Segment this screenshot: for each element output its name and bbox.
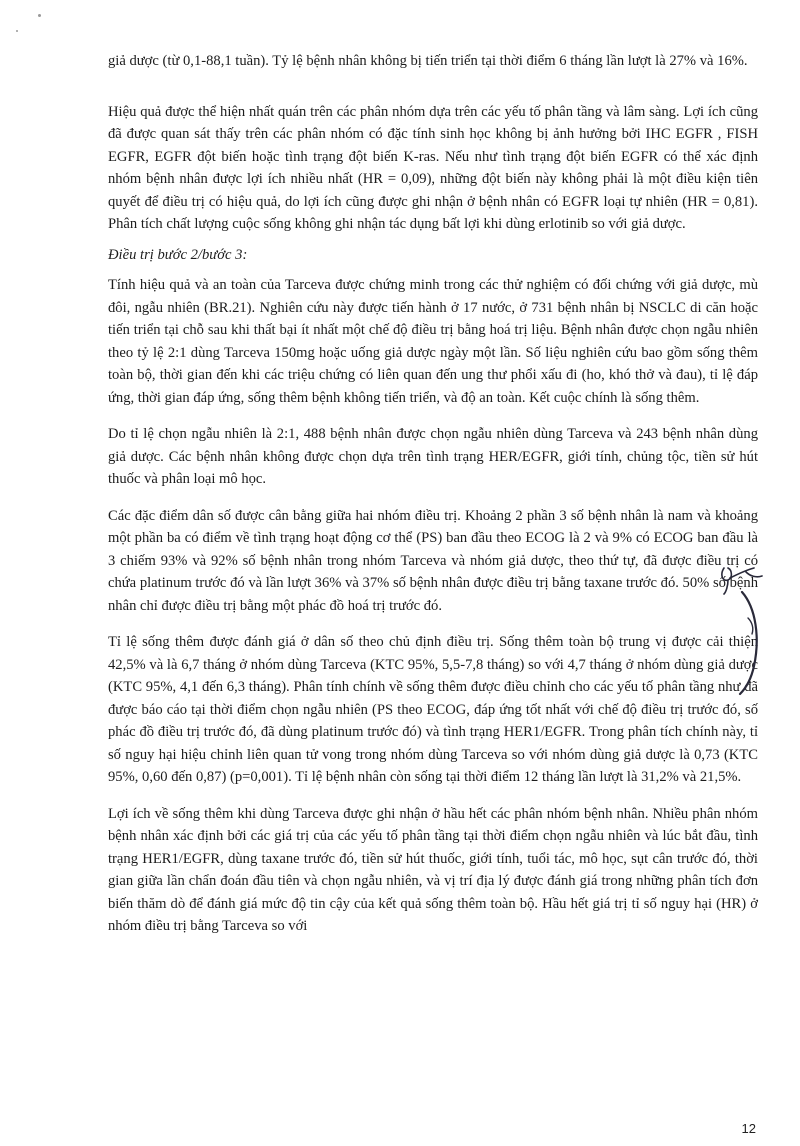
scan-speck — [38, 14, 41, 17]
paragraph: Do tỉ lệ chọn ngẫu nhiên là 2:1, 488 bệnh nhân được chọn ngẫu nhiên dùng Tarceva và 243 bệnh nhân dùng giả dược. Các bệnh nhân không được chọn dựa trên tình trạng HER/EGFR, giới tính, chủng tộc, tiền sử hút thuốc và phân loại mô học. — [108, 426, 758, 487]
paragraph: giả dược (từ 0,1-88,1 tuần). Tỷ lệ bệnh nhân không bị tiến triển tại thời điểm 6 tháng lần lượt là 27% và 16%. — [108, 53, 748, 69]
document-page — [108, 50, 758, 952]
paragraph: Hiệu quả được thể hiện nhất quán trên các phân nhóm dựa trên các yếu tố phân tầng và lâm sàng. Lợi ích cũng đã được quan sát thấy trên các phân nhóm có đặc tính sinh học không bị ảnh hưởng bởi IHC EGFR , FISH EGFR, EGFR đột biến hoặc tình trạng đột biến K-ras. Nếu như tình trạng đột biến EGFR có thể xác định nhóm bệnh nhân được lợi ích nhiều nhất (HR = 0,09), những đột biến này không phải là một điều kiện tiên quyết để điều trị có hiệu quả, do lợi ích cũng được ghi nhận ở bệnh nhân có EGFR loại tự nhiên (HR = 0,81). Phân tích chất lượng cuộc sống không ghi nhận tác dụng bất lợi khi dùng erlotinib so với giả dược. — [108, 103, 758, 232]
scan-speck — [16, 30, 18, 32]
section-heading: Điều trị bước 2/bước 3: — [108, 246, 248, 263]
paragraph: Các đặc điểm dân số được cân bằng giữa hai nhóm điều trị. Khoảng 2 phần 3 số bệnh nhân là nam và khoảng một phần ba có điểm về tình trạng hoạt động cơ thể (PS) ban đầu theo ECOG là 2 và 9% có ECOG ban đầu là 3 chiếm 93% và 92% số bệnh nhân trong nhóm Tarceva và nhóm giả dược, theo thứ tự, đã được điều trị có chứa platinum trước đó và lần lượt 36% và 37% số bệnh nhân được điều trị bằng taxane trước đó. 50% số bệnh nhân chỉ được điều trị bằng một phác đồ hoá trị trước đó. — [108, 507, 758, 614]
paragraph: Lợi ích về sống thêm khi dùng Tarceva được ghi nhận ở hầu hết các phân nhóm bệnh nhân. Nhiều phân nhóm bệnh nhân xác định bởi các giá trị của các yếu tố phân tầng tại thời điểm chọn ngẫu nhiên và lúc bắt đầu, tình trạng HER1/EGFR, dùng taxane trước đó, tiền sử hút thuốc, giới tính, tuổi tác, mô học, sụt cân trước đó, thời gian giữa lần chẩn đoán đầu tiên và chọn ngẫu nhiên, và vị trí địa lý được đánh giá trong những phân tích đơn biến thăm dò để đánh giá mức độ tin cậy của kết quả sống thêm toàn bộ. Hầu hết giá trị tỉ số nguy hại (HR) ở nhóm điều trị bằng Tarceva so với — [108, 805, 758, 934]
paragraph: Tính hiệu quả và an toàn của Tarceva được chứng minh trong các thử nghiệm có đối chứng với giả dược, mù đôi, ngẫu nhiên (BR.21). Nghiên cứu này được tiến hành ở 17 nước, ở 731 bệnh nhân bị NSCLC di căn hoặc tiến triển tại chỗ sau khi thất bại ít nhất một chế độ điều trị bằng hoá trị liệu. Bệnh nhân được chọn ngẫu nhiên theo tỷ lệ 2:1 dùng Tarceva 150mg hoặc uống giả dược ngày một lần. Số liệu nghiên cứu bao gồm sống thêm toàn bộ, thời gian đến khi các triệu chứng có liên quan đến ung thư phổi xấu đi (ho, khó thở và đau), tỉ lệ đáp ứng, thời gian đáp ứng, sống thêm bệnh không tiến triển, và độ an toàn. Kết cuộc chính là sống thêm. — [108, 277, 758, 406]
handwritten-bracket-mark — [734, 588, 768, 698]
paragraph: Tỉ lệ sống thêm được đánh giá ở dân số theo chủ định điều trị. Sống thêm toàn bộ trung vị được cải thiện 42,5% và là 6,7 tháng ở nhóm dùng Tarceva (KTC 95%, 5,5-7,8 tháng) so với 4,7 tháng ở nhóm dùng giả dược (KTC 95%, 4,1 đến 6,3 tháng). Phân tính chính về sống thêm được điều chỉnh cho các yếu tố phân tầng như đã được báo cáo tại thời điểm chọn ngẫu nhiên (PS theo ECOG, đáp ứng tốt nhất với chế độ điều trị trước đó, số phác đồ điều trị trước đó, đã dùng platinum trước đó) và tình trạng HER1/EGFR. Trong phân tích chính này, tỉ số nguy hại hiệu chỉnh liên quan tử vong trong nhóm dùng Tarceva so với nhóm dùng giả dược là 0,73 (KTC 95%, 0,60 đến 0,87) (p=0,001). Tỉ lệ bệnh nhân còn sống tại thời điểm 12 tháng lần lượt là 31,2% và 21,5%. — [108, 634, 758, 785]
page-number: 12 — [741, 1121, 756, 1136]
